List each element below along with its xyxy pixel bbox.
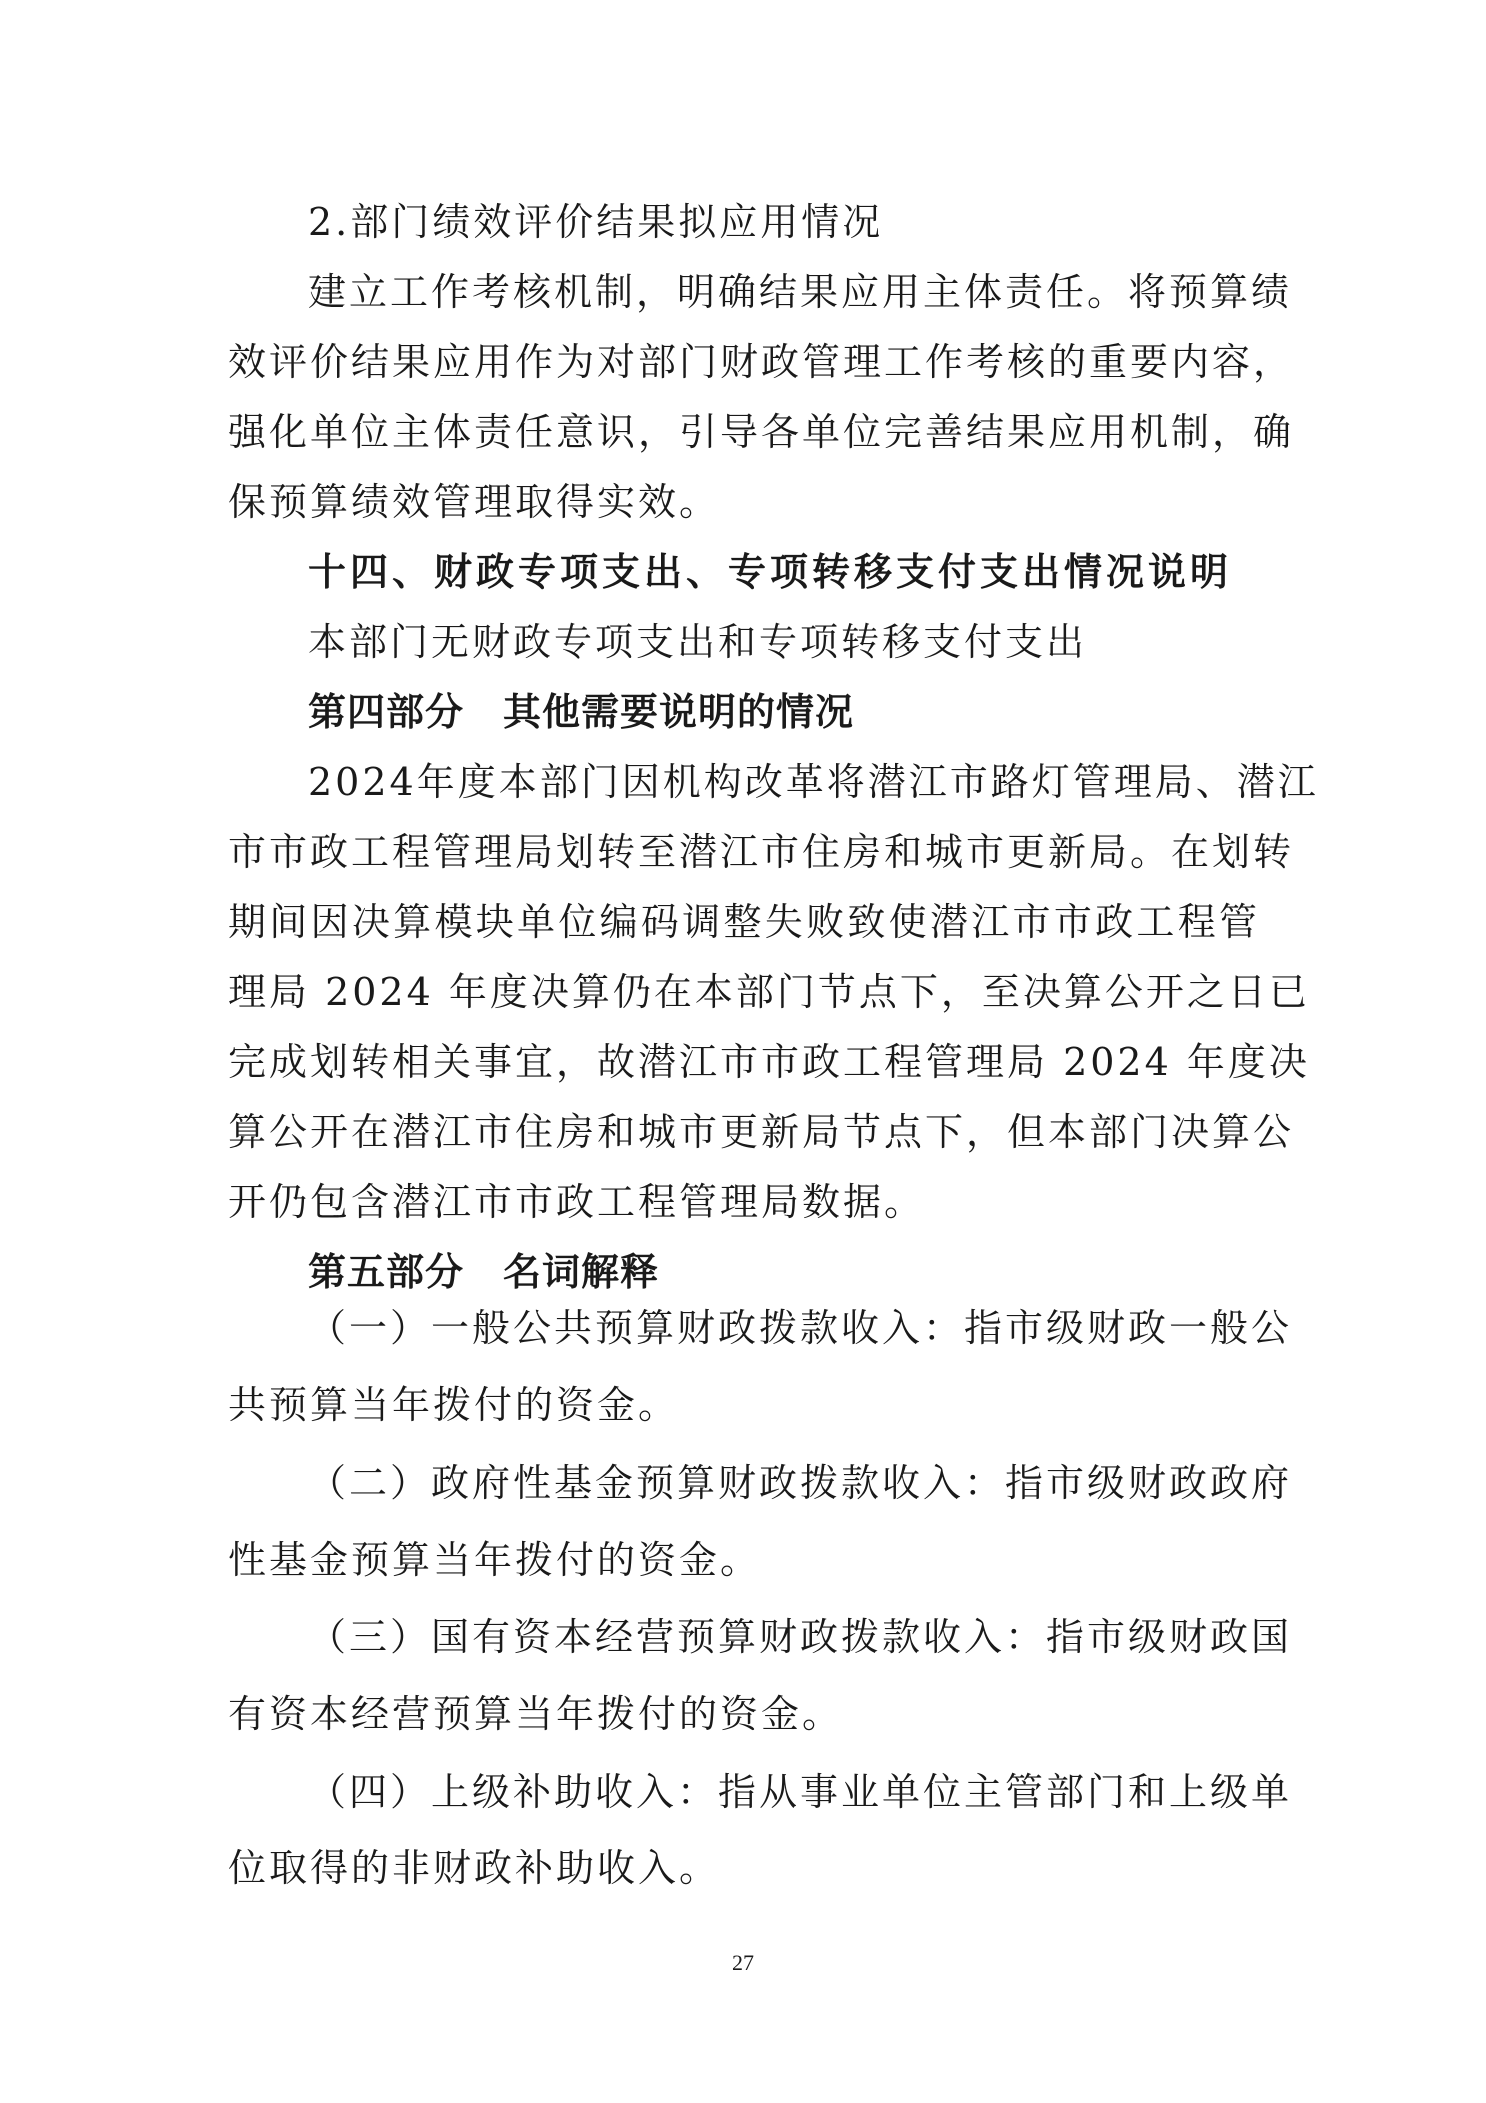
paragraph-line: 理局 2024 年度决算仍在本部门节点下，至决算公开之日已 bbox=[228, 970, 1310, 1014]
glossary-line: 性基金预算当年拨付的资金。 bbox=[228, 1538, 762, 1582]
page-number: 27 bbox=[732, 1950, 754, 1975]
part-heading-glossary: 第五部分 名词解释 bbox=[308, 1250, 660, 1294]
paragraph-line: 市市政工程管理局划转至潜江市住房和城市更新局。在划转 bbox=[228, 830, 1295, 874]
glossary-line: 有资本经营预算当年拨付的资金。 bbox=[228, 1692, 844, 1736]
glossary-line: （二）政府性基金预算财政拨款收入：指市级财政政府 bbox=[308, 1461, 1293, 1505]
section-heading-special-expenditure: 十四、财政专项支出、专项转移支付支出情况说明 bbox=[308, 550, 1233, 594]
paragraph-line: 效评价结果应用作为对部门财政管理工作考核的重要内容， bbox=[228, 340, 1295, 384]
part-heading-other-matters: 第四部分 其他需要说明的情况 bbox=[308, 690, 855, 734]
glossary-line: 共预算当年拨付的资金。 bbox=[228, 1383, 680, 1427]
paragraph-line: 强化单位主体责任意识，引导各单位完善结果应用机制，确 bbox=[228, 410, 1295, 454]
paragraph-line: 完成划转相关事宜，故潜江市市政工程管理局 2024 年度决 bbox=[228, 1040, 1310, 1084]
paragraph-line: 保预算绩效管理取得实效。 bbox=[228, 480, 721, 524]
subheading-performance-results: 2.部门绩效评价结果拟应用情况 bbox=[308, 200, 884, 244]
paragraph-line: 算公开在潜江市住房和城市更新局节点下，但本部门决算公 bbox=[228, 1110, 1295, 1154]
glossary-line: （四）上级补助收入：指从事业单位主管部门和上级单 bbox=[308, 1770, 1293, 1814]
glossary-line: （一）一般公共预算财政拨款收入：指市级财政一般公 bbox=[308, 1306, 1293, 1350]
paragraph-line: 2024年度本部门因机构改革将潜江市路灯管理局、潜江 bbox=[308, 760, 1319, 804]
paragraph-line: 开仍包含潜江市市政工程管理局数据。 bbox=[228, 1180, 926, 1224]
glossary-line: 位取得的非财政补助收入。 bbox=[228, 1846, 721, 1890]
paragraph-line: 本部门无财政专项支出和专项转移支付支出 bbox=[308, 620, 1088, 664]
paragraph-line: 建立工作考核机制，明确结果应用主体责任。将预算绩 bbox=[308, 270, 1293, 314]
paragraph-line: 期间因决算模块单位编码调整失败致使潜江市市政工程管 bbox=[228, 900, 1260, 944]
glossary-line: （三）国有资本经营预算财政拨款收入：指市级财政国 bbox=[308, 1615, 1293, 1659]
